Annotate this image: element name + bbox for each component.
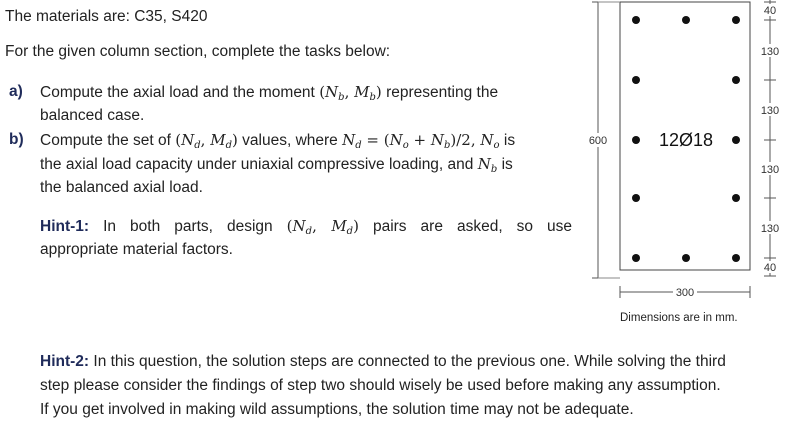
intro-line: For the given column section, complete the tasks below: [5, 43, 391, 60]
task-b-label: b) [9, 131, 24, 148]
task-a-line2: balanced case. [40, 107, 145, 124]
hint2-label: Hint-2: [40, 353, 90, 370]
rebar-dot [732, 194, 740, 202]
rebar-dot [682, 254, 690, 262]
hint1-line2: appropriate material factors. [40, 241, 233, 258]
rebar-dot [632, 194, 640, 202]
task-a-line1: Compute the axial load and the moment ($N_b$, $M_b$) representing the [40, 83, 499, 103]
math-hint-nd-md: ($N_d$, $M_d$) [286, 217, 359, 237]
right-dim-label: 130 [760, 105, 780, 117]
rebar-dot [632, 254, 640, 262]
hint1-label: Hint-1: [40, 218, 90, 235]
task-b-line3: the balanced axial load. [40, 179, 203, 196]
right-dim-label: 130 [760, 223, 780, 235]
math-nd-formula: $N_d = (N_o + N_b)/2$, $N_o$ [342, 131, 500, 151]
rebar-dot [732, 76, 740, 84]
figure-caption: Dimensions are in mm. [620, 312, 738, 324]
hint2-line3: If you get involved in making wild assumptions, the solution time may not be adequate. [40, 401, 634, 418]
task-a-label: a) [9, 83, 23, 100]
task-b-line1: Compute the set of ($N_d$, $M_d$) values, where $N_d = (N_o + N_b)/2$, $N_o$ is [40, 131, 516, 151]
hint1-line1: Hint-1: In both parts, design ($N_d$, $M_d$) pairs are asked, so use [40, 217, 573, 237]
right-dim-label: 130 [760, 46, 780, 58]
width-dim-label: 300 [675, 287, 695, 299]
right-dim-label: 130 [760, 164, 780, 176]
rebar-dot [682, 16, 690, 24]
math-nb-mb: ($N_b$, $M_b$) [319, 83, 382, 103]
rebar-dot [732, 136, 740, 144]
rebar-label: 12Ø18 [658, 130, 714, 150]
right-dim-label: 40 [763, 262, 777, 274]
right-dim-label: 40 [763, 5, 777, 17]
height-dim-label: 600 [588, 135, 608, 147]
materials-line: The materials are: C35, S420 [5, 8, 208, 25]
rebar-dot [632, 136, 640, 144]
math-nb: $N_b$ [477, 155, 498, 175]
hint2-line2: step please consider the findings of step two should wisely be used before making any assumption. [40, 377, 721, 394]
rebar-dot [632, 16, 640, 24]
math-nd-md: ($N_d$, $M_d$) [175, 131, 238, 151]
task-b-line2: the axial load capacity under uniaxial compressive loading, and $N_b$ is [40, 155, 513, 175]
hint2-line1: Hint-2: In this question, the solution steps are connected to the previous one. While solving the third [40, 353, 726, 370]
rebar-dot [732, 254, 740, 262]
rebar-dot [632, 76, 640, 84]
rebar-dot [732, 16, 740, 24]
